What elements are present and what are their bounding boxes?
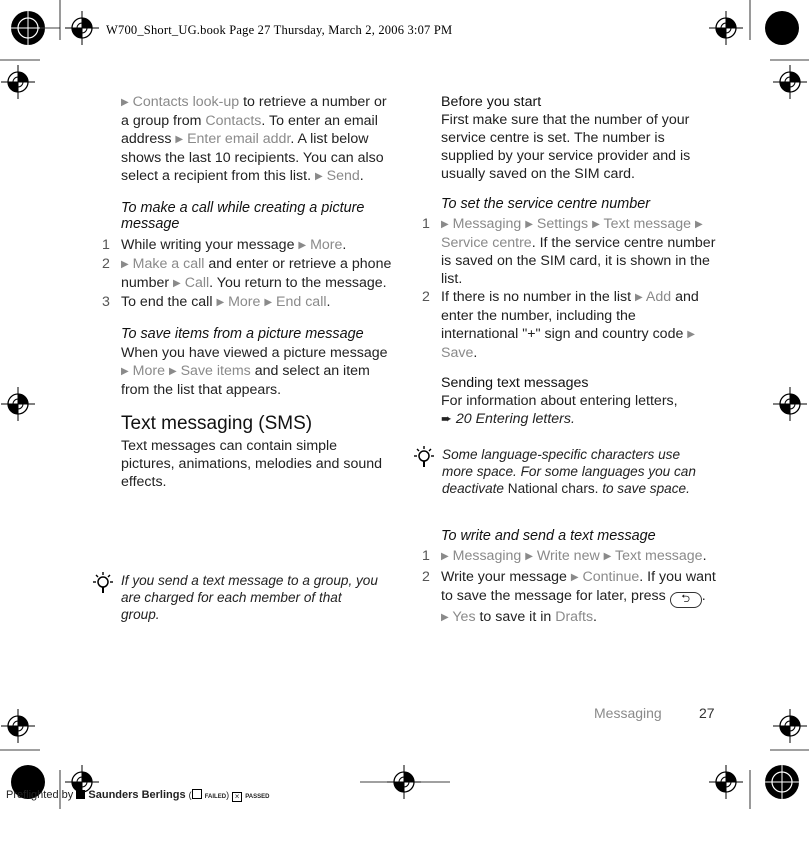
arrow-right-icon: ▶ (570, 572, 579, 583)
tip-bulb-icon (92, 572, 114, 596)
menu-contacts: Contacts (205, 113, 262, 129)
arrow-right-icon: ▶ (694, 219, 703, 230)
list-item: 1 While writing your message ▶ More. (102, 237, 347, 253)
back-key-icon: ⮌ (670, 592, 702, 608)
before-body: First make sure that the number of your service centre is set. The number is supplied by your service provider and is usually saved on the SIM card. (441, 112, 691, 182)
arrow-right-icon: ▶ (121, 259, 129, 270)
arrow-right-icon: ▶ (173, 278, 181, 289)
sending-heading: Sending text messages (441, 375, 589, 391)
contacts-paragraph: ▶ Contacts look-up to retrieve a number or a group from Contacts. To enter an email address ▶ Enter email addr. A list below shows the last 10 recipients. You can also select a recipient from this list. ▶ Send. (121, 94, 387, 184)
sending-reference: ➨ 20 Entering letters. (441, 411, 575, 427)
list-item: 1 ▶ Messaging ▶ Write new ▶ Text message. (422, 548, 707, 564)
arrow-right-icon: ▶ (687, 329, 695, 340)
arrow-right-icon: ▶ (121, 366, 129, 377)
menu-enter-email: Enter email addr (187, 131, 291, 147)
centre-heading: To set the service centre number (441, 196, 651, 212)
list-item: 2 If there is no number in the list ▶ Add and enter the number, including the international "+" sign and country code ▶ Save. (422, 289, 699, 361)
arrow-right-icon: ▶ (525, 551, 533, 562)
arrow-right-icon: ▶ (314, 171, 323, 182)
arrow-right-icon: ▶ (603, 551, 612, 562)
write-heading: To write and send a text message (441, 528, 656, 544)
arrow-right-icon: ▶ (216, 297, 225, 308)
tip-text: Some language-specific characters use more space. For some languages you can deactivate National chars. to save space. (442, 447, 696, 496)
arrow-right-icon: ▶ (592, 219, 600, 230)
footer-section-label: Messaging (594, 705, 662, 721)
menu-contacts-lookup: Contacts look-up (132, 94, 240, 110)
menu-send: Send (326, 168, 360, 184)
arrow-right-icon: ▶ (525, 219, 533, 230)
page-number: 27 (699, 705, 715, 721)
checkbox-passed-icon: × (232, 792, 242, 802)
arrow-right-icon: ▶ (441, 219, 449, 230)
call-steps (102, 236, 393, 312)
arrow-right-icon: ▶ (441, 612, 449, 623)
save-paragraph: When you have viewed a picture message ▶ More ▶ Save items and select an item from the list that appears. (121, 345, 388, 398)
arrow-right-icon: ▶ (298, 240, 307, 251)
tip-bulb-icon (413, 446, 435, 470)
arrow-right-icon: ▶ (264, 297, 273, 308)
section-body: Text messages can contain simple pictures, animations, melodies and sound effects. (121, 438, 383, 490)
checkbox-failed-icon (192, 789, 202, 799)
arrow-right-icon: ▶ (121, 97, 129, 108)
sending-body: For information about entering letters, (441, 393, 678, 409)
call-heading: To make a call while creating a picture message (121, 200, 365, 232)
arrow-reference-icon: ➨ (441, 411, 452, 426)
file-info-header: W700_Short_UG.book Page 27 Thursday, March 2, 2006 3:07 PM (106, 23, 453, 37)
save-heading: To save items from a picture message (121, 326, 364, 342)
tip-text: If you send a text message to a group, you are charged for each member of that group. (121, 573, 378, 622)
preflight-logo-icon (76, 790, 85, 799)
list-item: 1 ▶ Messaging ▶ Settings ▶ Text message ▶ Service centre. If the service centre number is saved on the SIM card, it is shown in the list. (422, 216, 716, 287)
before-heading: Before you start (441, 94, 542, 110)
arrow-right-icon: ▶ (175, 134, 184, 145)
list-item: 2 ▶ Make a call and enter or retrieve a phone number ▶ Call. You return to the message. (102, 256, 392, 291)
write-steps (422, 547, 716, 627)
arrow-right-icon: ▶ (168, 366, 177, 377)
arrow-right-icon: ▶ (441, 551, 449, 562)
list-item: 2 Write your message ▶ Continue. If you want to save the message for later, press ⮌ . ▶ Yes to save it in Drafts. (422, 569, 716, 625)
centre-steps (422, 215, 716, 362)
section-title: Text messaging (SMS) (121, 413, 313, 434)
right-column (422, 93, 716, 428)
list-item: 3 To end the call ▶ More ▶ End call. (102, 294, 331, 310)
write-section (422, 528, 716, 627)
left-column (102, 93, 393, 491)
arrow-right-icon: ▶ (635, 292, 643, 303)
preflight-bar: Preflighted by Saunders Berlings ( FAILED) × PASSED (6, 789, 270, 801)
